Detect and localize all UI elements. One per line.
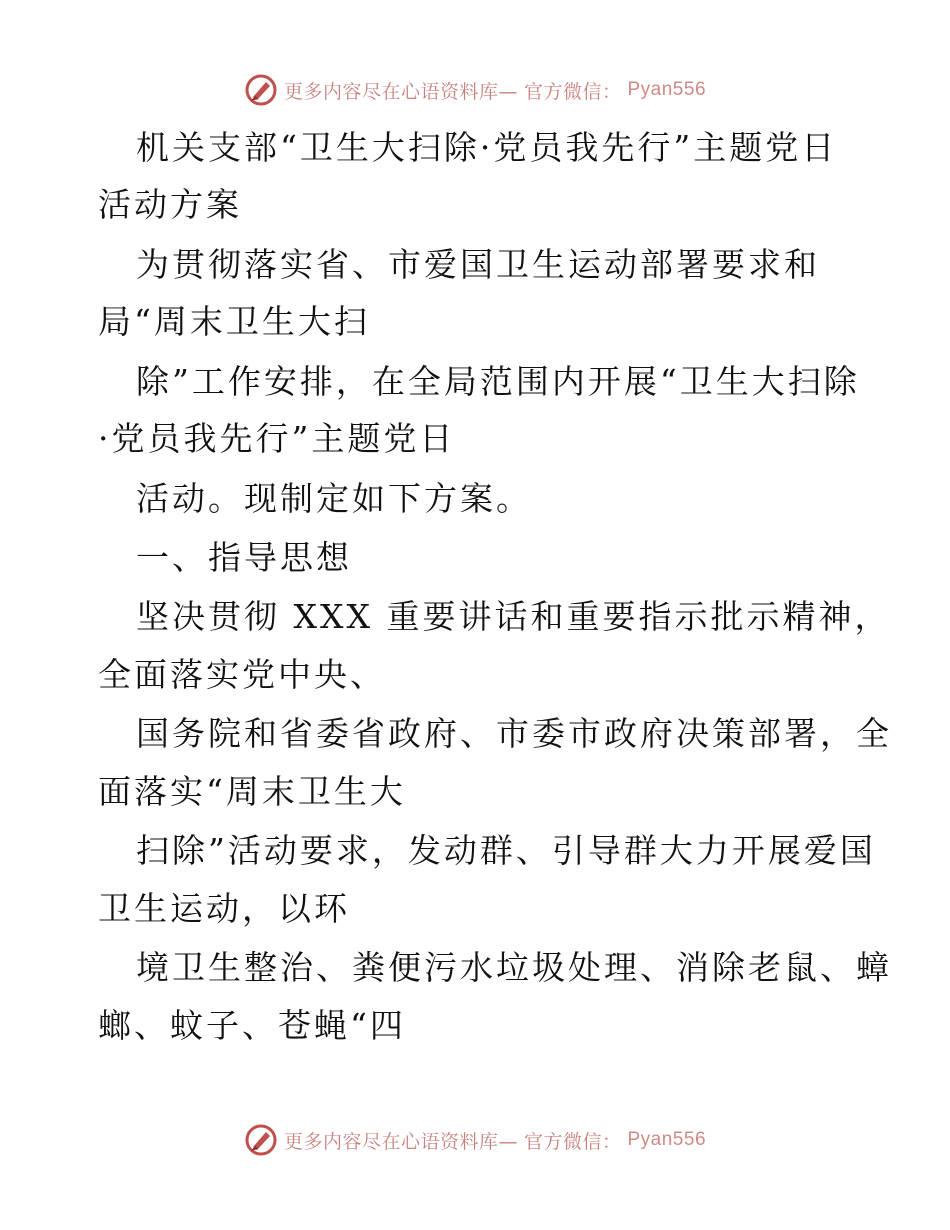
doc-line: ·党员我先行”主题党日 bbox=[98, 419, 456, 458]
doc-line: 坚决贯彻 XXX 重要讲话和重要指示批示精神， bbox=[136, 597, 891, 636]
doc-line: 局“周末卫生大扫 bbox=[98, 302, 370, 341]
doc-line: 机关支部“卫生大扫除·党员我先行”主题党日 bbox=[136, 128, 838, 167]
watermark-label: 官方微信： bbox=[523, 80, 622, 103]
watermark-text: 更多内容尽在心语资料库— bbox=[283, 80, 518, 103]
header-watermark bbox=[0, 70, 950, 110]
watermark-account: Pyan556 bbox=[627, 79, 707, 100]
doc-line: 螂、蚊子、苍蝇“四 bbox=[98, 1006, 406, 1045]
watermark-brand bbox=[244, 73, 706, 107]
pen-nib-logo-icon bbox=[244, 1123, 278, 1157]
footer-watermark bbox=[0, 1120, 950, 1160]
doc-line: 全面落实党中央、 bbox=[98, 655, 386, 694]
watermark-text: 更多内容尽在心语资料库— bbox=[283, 1130, 518, 1153]
pen-nib-logo-icon bbox=[244, 73, 278, 107]
watermark-label: 官方微信： bbox=[523, 1130, 622, 1153]
doc-line: 境卫生整治、粪便污水垃圾处理、消除老鼠、蟑 bbox=[136, 948, 892, 987]
doc-line: 国务院和省委省政府、市委市政府决策部署，全 bbox=[136, 714, 892, 753]
doc-line: 面落实“周末卫生大 bbox=[98, 772, 406, 811]
doc-line: 卫生运动，以环 bbox=[98, 889, 350, 928]
doc-line: 扫除”活动要求，发动群、引导群大力开展爱国 bbox=[136, 831, 876, 870]
doc-line: 活动方案 bbox=[98, 185, 242, 224]
doc-line: 除”工作安排，在全局范围内开展“卫生大扫除 bbox=[136, 362, 860, 401]
watermark-account: Pyan556 bbox=[627, 1129, 707, 1150]
doc-line: 一、指导思想 bbox=[136, 538, 352, 577]
doc-line: 活动。现制定如下方案。 bbox=[136, 479, 532, 518]
watermark-brand bbox=[244, 1123, 706, 1157]
doc-line: 为贯彻落实省、市爱国卫生运动部署要求和 bbox=[136, 245, 820, 284]
